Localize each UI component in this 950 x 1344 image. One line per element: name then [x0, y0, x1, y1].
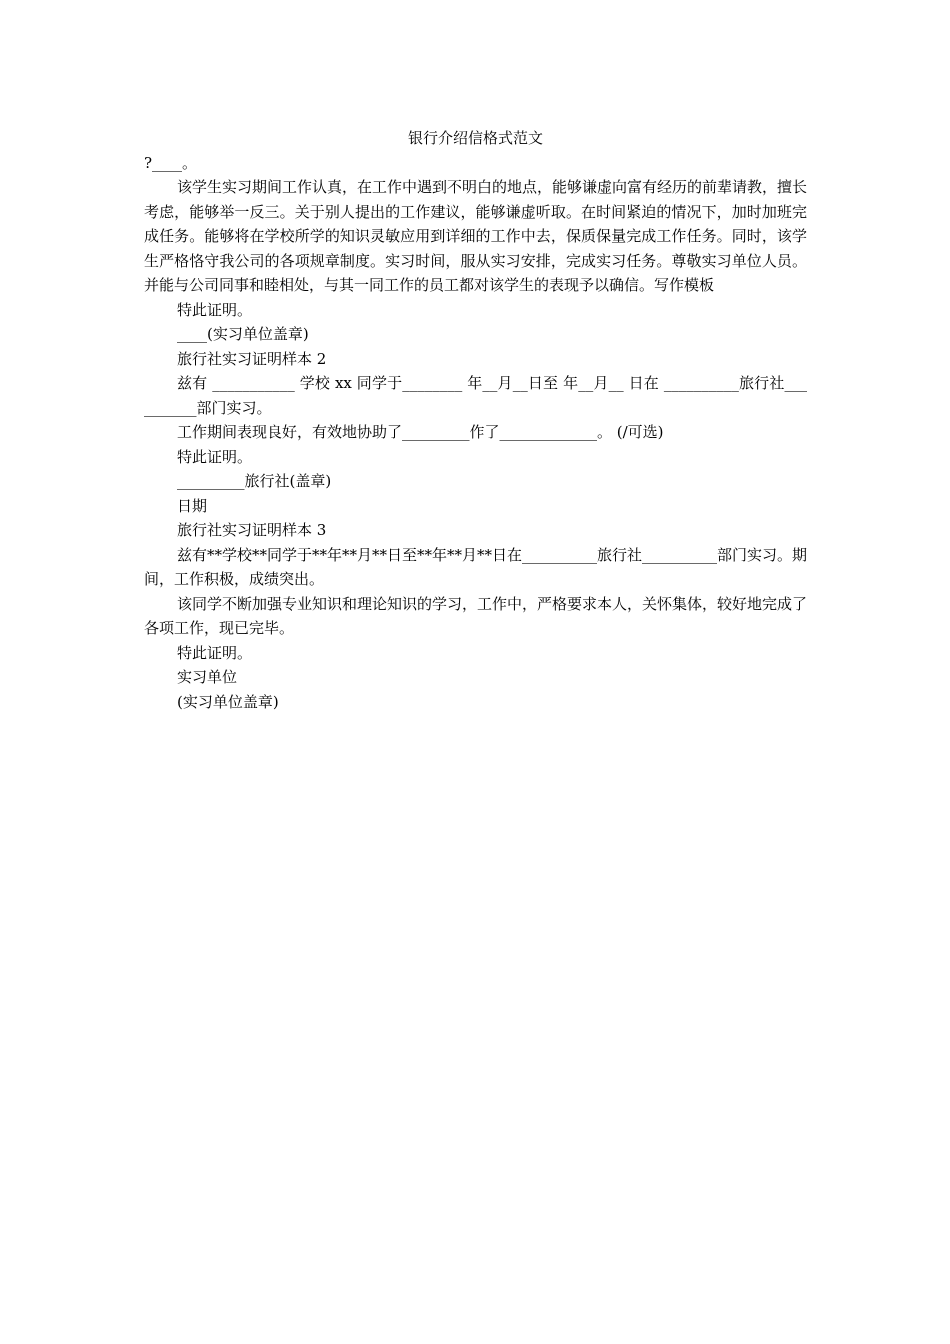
document-title: 银行介绍信格式范文: [407, 129, 543, 147]
document-page: [144, 126, 807, 714]
sample-2-certify-line: 特此证明。: [177, 447, 253, 466]
seal-line: ____(实习单位盖章): [177, 325, 309, 343]
sample-3-certify-line: 特此证明。: [177, 643, 253, 662]
sample-3-intro-paragraph: 兹有**学校**同学于**年**月**日至**年**月**日在__________旅行社__________部门实习。期间，工作积极，成绩突出。: [144, 545, 808, 588]
sample-heading-2: 旅行社实习证明样本 2: [177, 349, 327, 368]
sample-2-seal-line: _________旅行社(盖章): [177, 472, 332, 490]
sample-2-performance-line: 工作期间表现良好，有效地协助了_________作了_____________。 (/可选): [177, 423, 664, 441]
sample-3-seal-line: (实习单位盖章): [177, 692, 279, 711]
sample-2-date-line: 日期: [177, 496, 208, 515]
sample-2-intro-paragraph: 兹有 ___________ 学校 xx 同学于________ 年__月__日至 年__月__ 日在 __________旅行社__________部门实习。: [144, 374, 807, 417]
certify-line: 特此证明。: [177, 300, 253, 319]
evaluation-paragraph: 该学生实习期间工作认真，在工作中遇到不明白的地点，能够谦虚向富有经历的前辈请教，擅长考虑，能够举一反三。关于别人提出的工作建议，能够谦虚听取。在时间紧迫的情况下，加时加班完成任务。能够将在学校所学的知识灵敏应用到详细的工作中去，保质保量完成工作任务。同时，该学生严格恪守我公司的各项规章制度。实习时间，服从实习安排，完成实习任务。尊敬实习单位人员。并能与公司同事和睦相处，与其一同工作的员工都对该学生的表现予以确信。写作模板: [144, 178, 808, 294]
sample-3-unit-line: 实习单位: [177, 668, 238, 686]
salutation-line: ?____。: [144, 153, 198, 172]
sample-3-evaluation-paragraph: 该同学不断加强专业知识和理论知识的学习，工作中，严格要求本人，关怀集体，较好地完成了各项工作，现已完毕。: [144, 594, 808, 637]
sample-heading-3: 旅行社实习证明样本 3: [177, 521, 327, 539]
